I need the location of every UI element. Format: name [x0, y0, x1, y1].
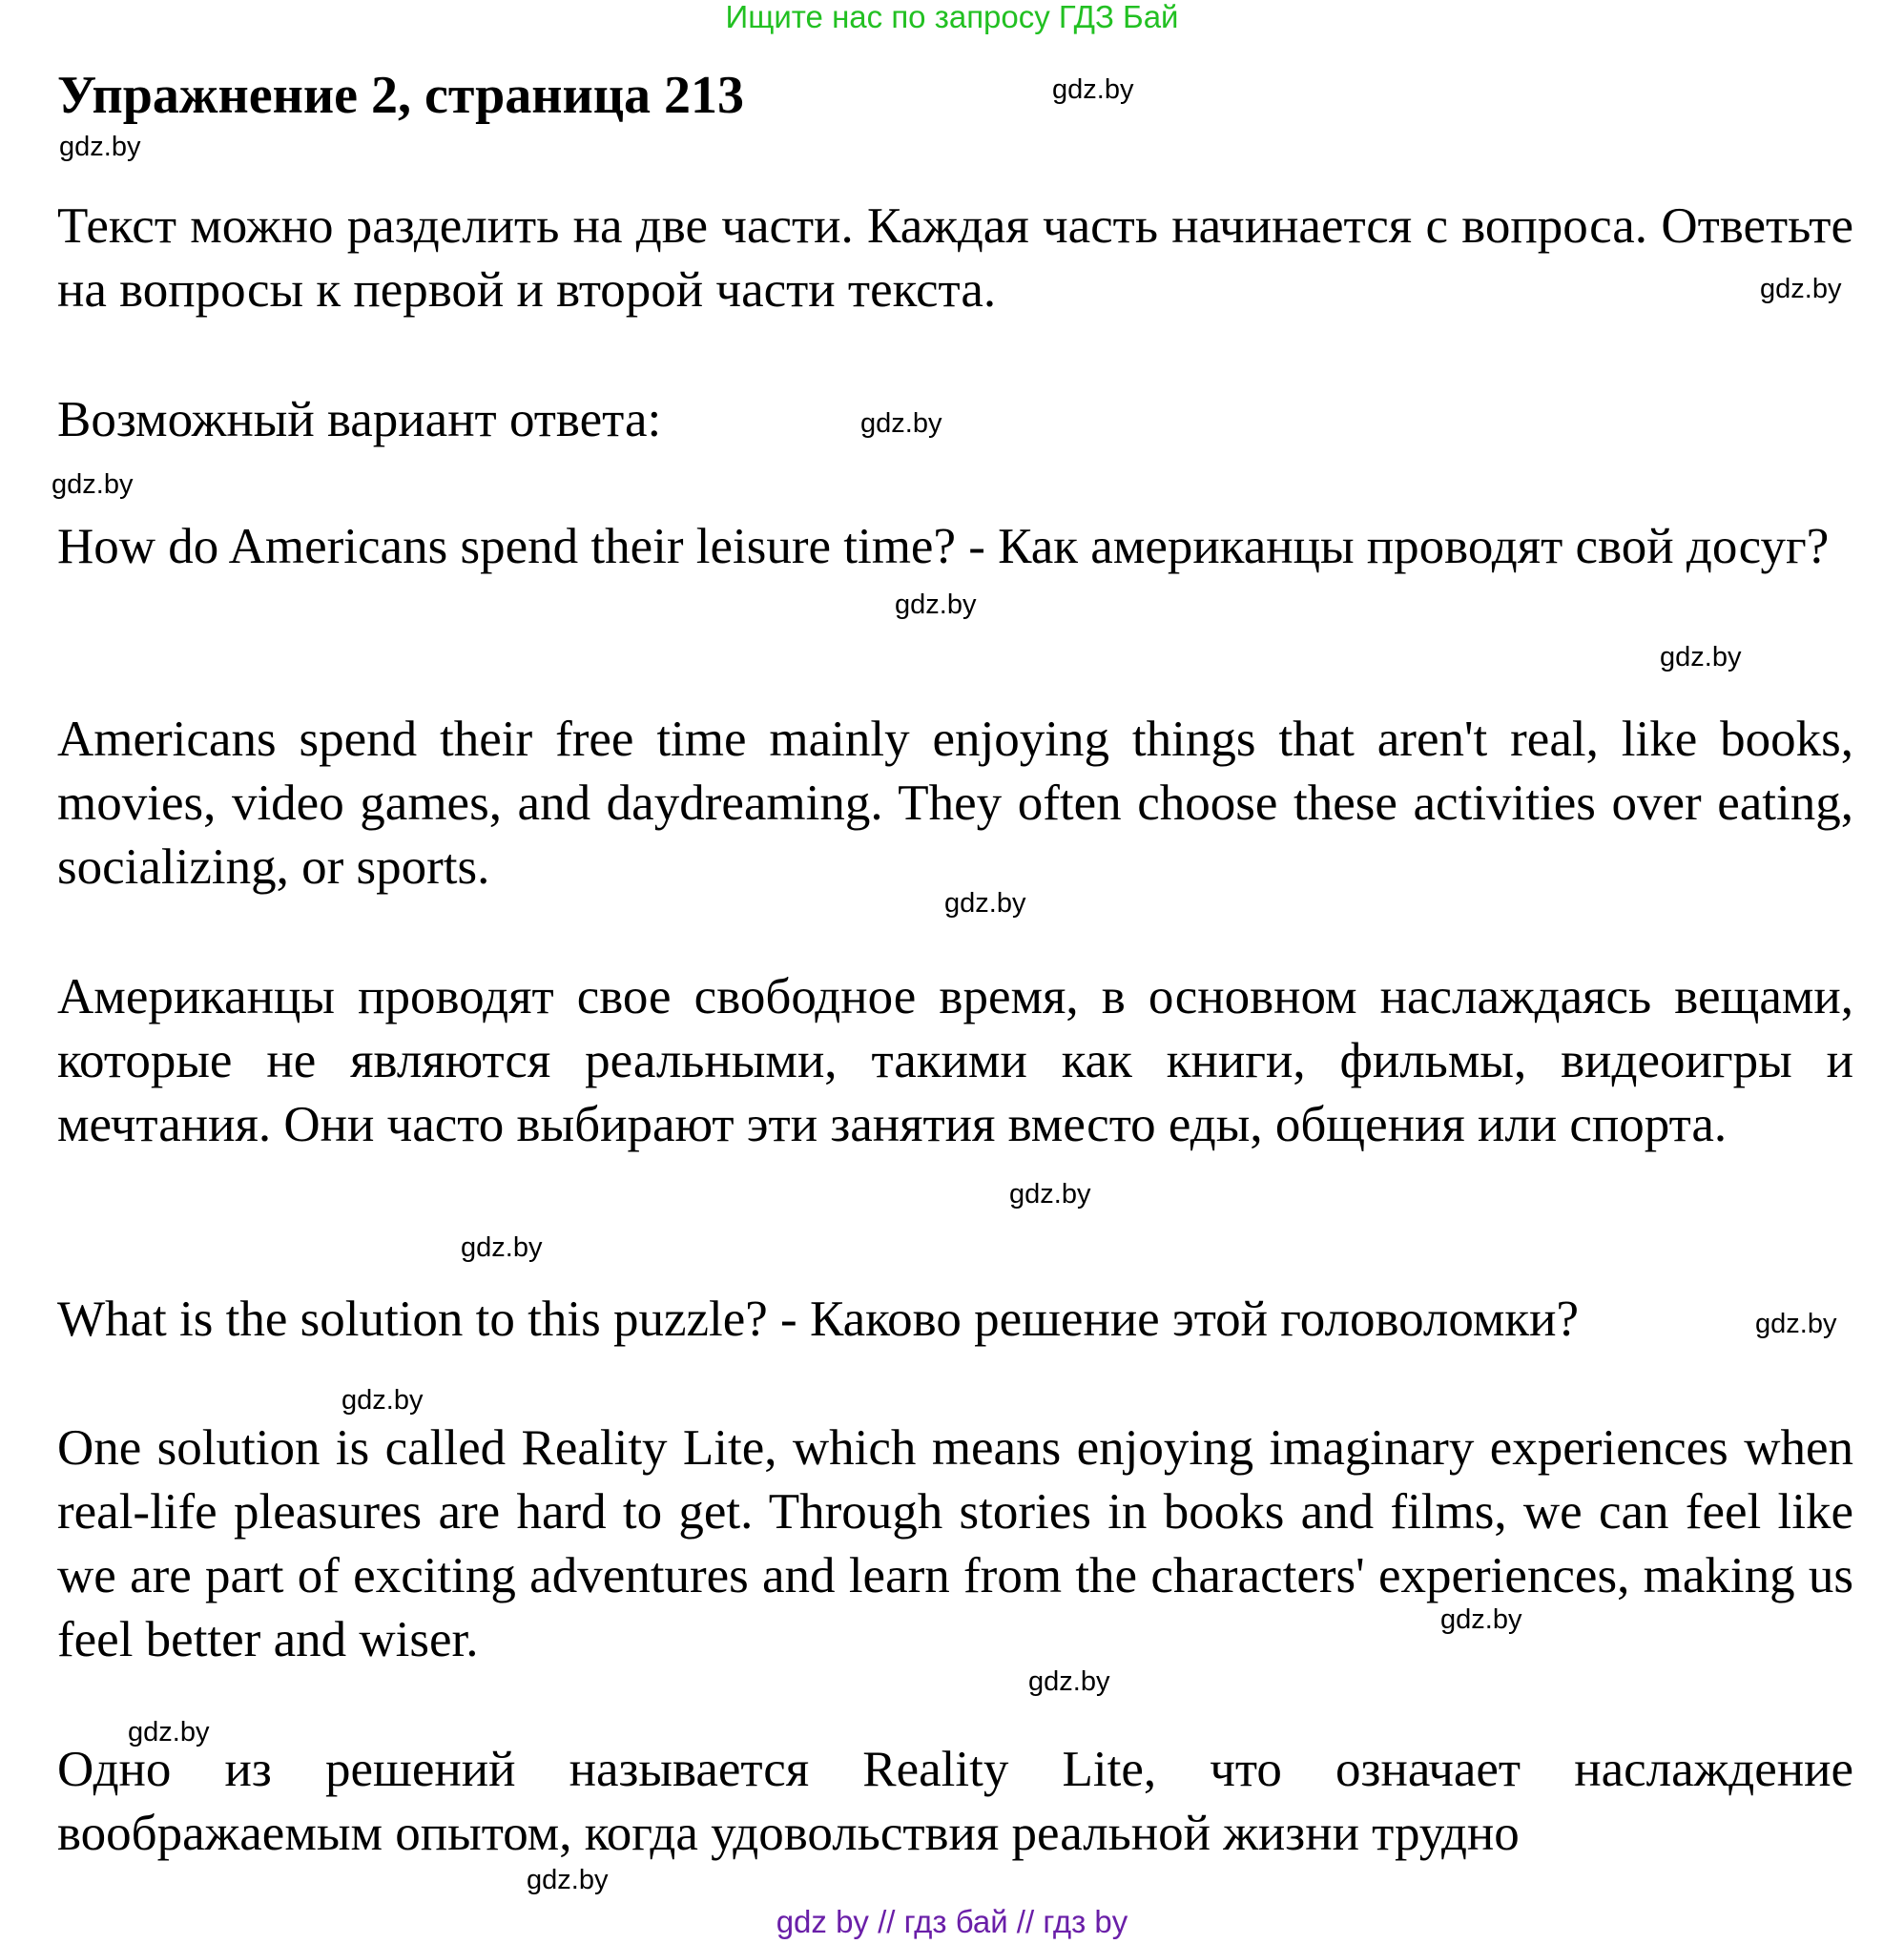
- watermark: gdz.by: [1028, 1666, 1110, 1697]
- answer-1-russian: Американцы проводят свое свободное время, в основном наслаждаясь вещами, которые не являются реальными, такими как книги, фильмы, видеоигры и мечтания. Они часто выбирают эти занятия вместо еды, общения или спорта.: [57, 969, 1853, 1152]
- watermark: gdz.by: [128, 1717, 210, 1748]
- watermark: gdz.by: [944, 888, 1026, 919]
- question-1: How do Americans spend their leisure time? - Как американцы проводят свой досуг?: [57, 519, 1830, 574]
- answer-intro: Возможный вариант ответа:: [57, 392, 662, 447]
- answer-2-english: One solution is called Reality Lite, which means enjoying imaginary experiences when real-life pleasures are hard to get. Through stories in books and films, we can feel like we are part of exciting adventures and learn from the characters' experiences, making us feel better and wiser.: [57, 1420, 1853, 1667]
- answer-1-english: Americans spend their free time mainly enjoying things that aren't real, like books, movies, video games, and daydreaming. They often choose these activities over eating, socializing, or sports.: [57, 712, 1853, 895]
- watermark: gdz.by: [52, 469, 134, 500]
- watermark: gdz.by: [1009, 1179, 1091, 1210]
- footer-links: gdz by // гдз бай // гдз by: [776, 1904, 1128, 1939]
- watermark: gdz.by: [1660, 642, 1742, 672]
- top-banner: Ищите нас по запросу ГДЗ Бай: [725, 0, 1179, 34]
- watermark: gdz.by: [59, 132, 141, 162]
- question-2: What is the solution to this puzzle? - Каково решение этой головоломки?: [57, 1292, 1580, 1347]
- watermark: gdz.by: [1052, 74, 1134, 105]
- watermark: gdz.by: [341, 1385, 424, 1416]
- watermark: gdz.by: [461, 1232, 543, 1263]
- exercise-title: Упражнение 2, страница 213: [57, 66, 745, 125]
- watermark: gdz.by: [895, 589, 977, 620]
- watermark: gdz.by: [860, 408, 942, 439]
- watermark: gdz.by: [1760, 274, 1842, 304]
- watermark: gdz.by: [527, 1865, 609, 1895]
- watermark: gdz.by: [1755, 1309, 1837, 1339]
- watermark: gdz.by: [1440, 1604, 1522, 1635]
- answer-2-russian: Одно из решений называется Reality Lite, что означает наслаждение воображаемым опытом, когда удовольствия реальной жизни трудно: [57, 1742, 1853, 1861]
- task-paragraph: Текст можно разделить на две части. Каждая часть начинается с вопроса. Ответьте на вопросы к первой и второй части текста.: [57, 198, 1853, 318]
